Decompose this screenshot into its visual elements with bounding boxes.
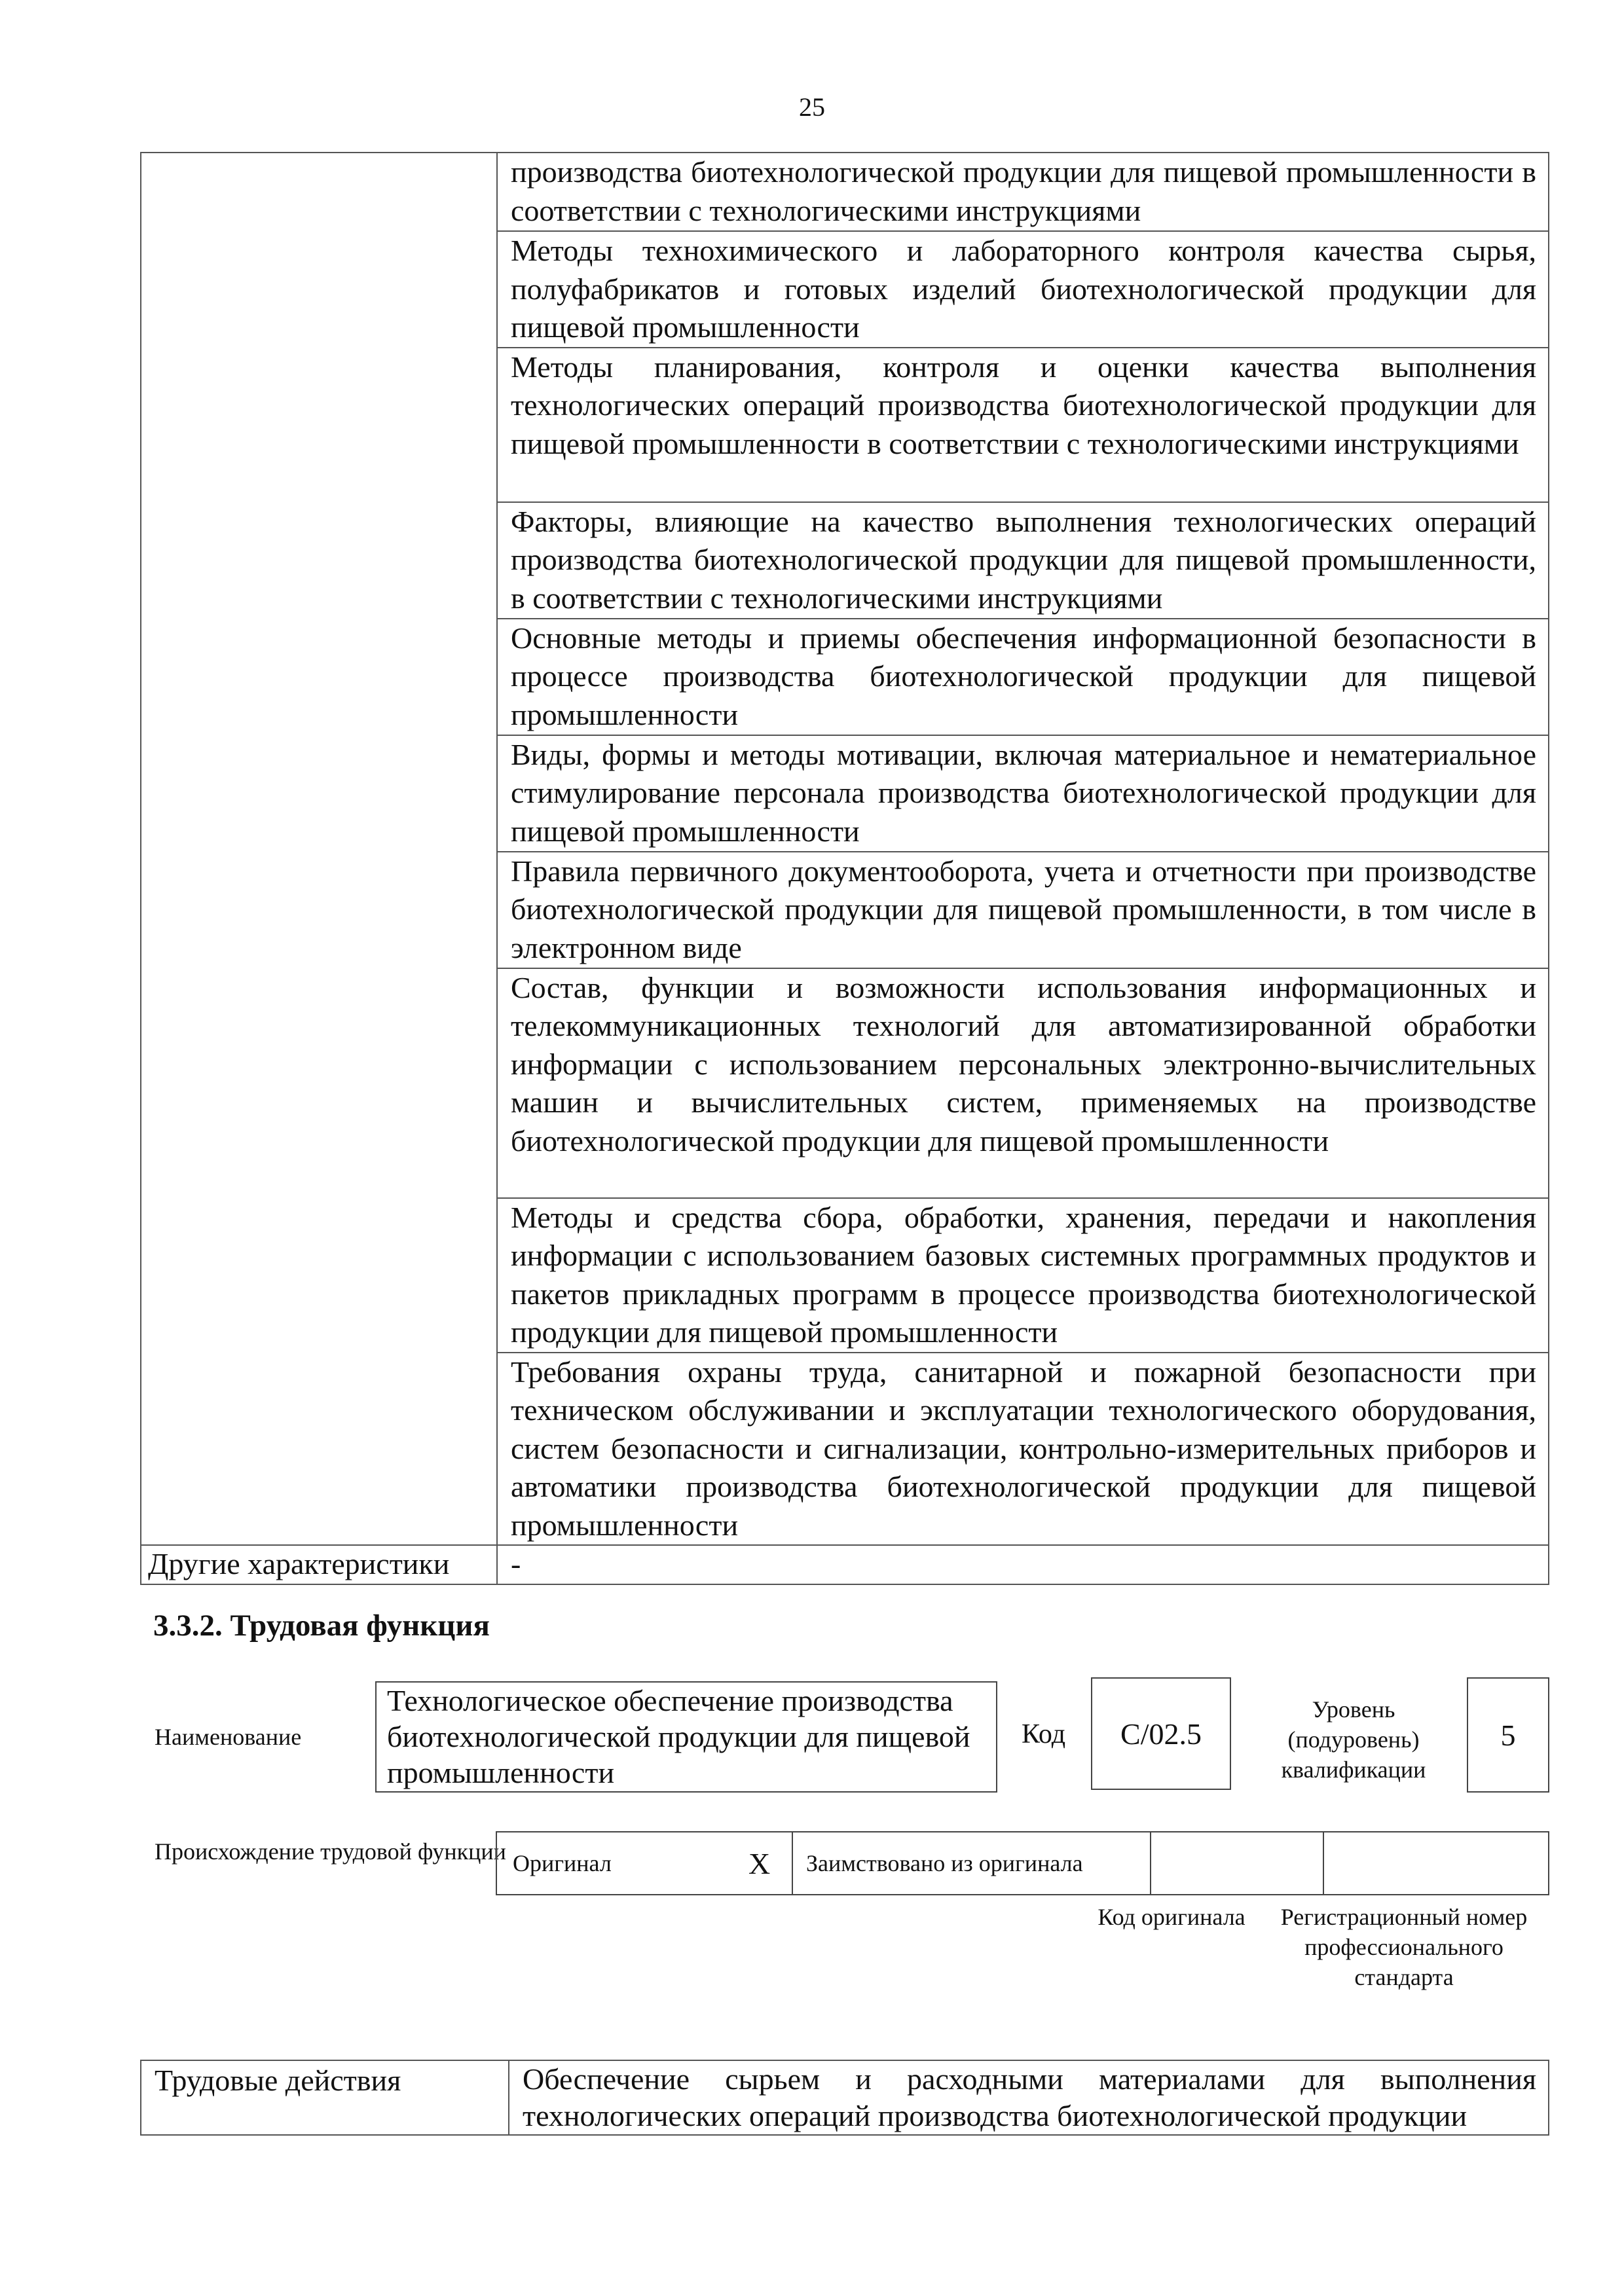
- labor-actions-label: Трудовые действия: [141, 2060, 509, 2135]
- original-code-caption: Код оригинала: [1098, 1904, 1246, 1930]
- knowledge-item: Правила первичного документооборота, учета и отчетности при производстве биотехнологической продукции для пищевой промышленности, в том числе в электронном виде: [497, 852, 1549, 968]
- knowledge-item: Виды, формы и методы мотивации, включая материальное и нематериальное стимулирование персонала производства биотехнологической продукции для пищевой промышленности: [497, 735, 1549, 852]
- labor-actions-table: [140, 2060, 1549, 2136]
- origin-label: Происхождение трудовой функции: [155, 1838, 506, 1865]
- knowledge-label-cell: [141, 153, 497, 1545]
- page-number: 25: [799, 92, 825, 122]
- code-label: Код: [1022, 1719, 1066, 1749]
- registration-number-caption: Регистрационный номер профессионального стандарта: [1280, 1904, 1528, 1990]
- section-heading: 3.3.2. Трудовая функция: [153, 1609, 490, 1643]
- knowledge-item: Состав, функции и возможности использования информационных и телекоммуникационных технологий для автоматизированной обработки информации с использованием персональных электронно-вычислительных машин и вычислительных систем, применяемых на производстве биотехнологической продукции для пищевой промышленности: [497, 968, 1549, 1198]
- knowledge-item: Требования охраны труда, санитарной и пожарной безопасности при техническом обслуживании и эксплуатации технологического оборудования, систем безопасности и сигнализации, контрольно-измерительных приборов и автоматики производства биотехнологической продукции для пищевой промышленности: [497, 1353, 1549, 1546]
- original-label: Оригинал: [496, 1832, 748, 1895]
- table-row: [141, 153, 1549, 231]
- table-row: [141, 1545, 1549, 1584]
- registration-number-cell: [1323, 1832, 1549, 1895]
- knowledge-table: [140, 152, 1549, 1585]
- other-characteristics-value: -: [497, 1545, 1549, 1584]
- borrowed-label: Заимствовано из оригинала: [792, 1832, 1151, 1895]
- level-value-box: 5: [1467, 1677, 1549, 1793]
- knowledge-item: Основные методы и приемы обеспечения информационной безопасности в процессе производства биотехнологической продукции для пищевой промышленности: [497, 619, 1549, 735]
- other-characteristics-label: Другие характеристики: [141, 1545, 497, 1584]
- name-label: Наименование: [155, 1724, 302, 1750]
- function-name-box: Технологическое обеспечение производства биотехнологической продукции для пищевой промышленности: [375, 1681, 997, 1793]
- table-row: [496, 1832, 1549, 1895]
- original-mark: X: [748, 1832, 792, 1895]
- knowledge-item: Факторы, влияющие на качество выполнения технологических операций производства биотехнологической продукции для пищевой промышленности, в соответствии с технологическими инструкциями: [497, 502, 1549, 619]
- knowledge-item: Методы и средства сбора, обработки, хранения, передачи и накопления информации с использованием базовых системных программных продуктов и пакетов прикладных программ в процессе производства биотехнологической продукции для пищевой промышленности: [497, 1198, 1549, 1353]
- level-label: Уровень (подуровень) квалификации: [1281, 1696, 1426, 1783]
- function-code-box: C/02.5: [1091, 1677, 1231, 1790]
- labor-actions-text: Обеспечение сырьем и расходными материалами для выполнения технологических операций производства биотехнологической продукции: [509, 2060, 1549, 2135]
- original-code-cell: [1151, 1832, 1323, 1895]
- knowledge-item: производства биотехнологической продукции для пищевой промышленности в соответствии с технологическими инструкциями: [497, 153, 1549, 231]
- origin-table: [496, 1831, 1549, 1895]
- table-row: [141, 2060, 1549, 2135]
- knowledge-item: Методы планирования, контроля и оценки качества выполнения технологических операций производства биотехнологической продукции для пищевой промышленности в соответствии с технологическими инструкциями: [497, 348, 1549, 502]
- knowledge-item: Методы технохимического и лабораторного контроля качества сырья, полуфабрикатов и готовых изделий биотехнологической продукции для пищевой промышленности: [497, 231, 1549, 348]
